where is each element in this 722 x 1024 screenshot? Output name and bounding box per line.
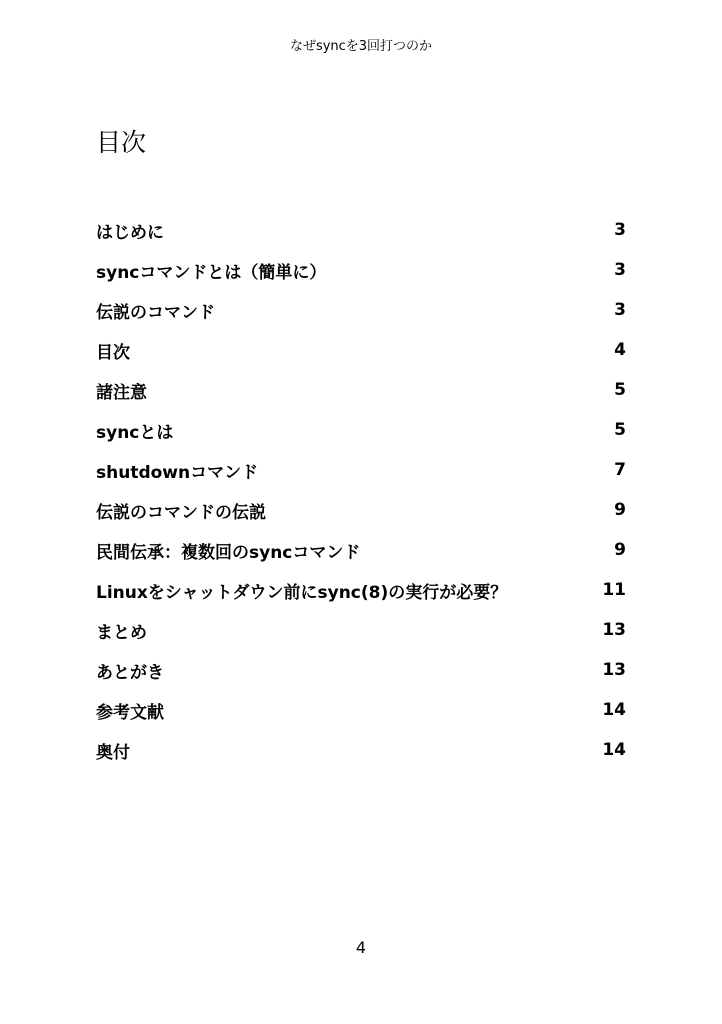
toc-entry-label: 伝説のコマンドの伝説 — [96, 502, 266, 523]
toc-entry[interactable] — [96, 450, 626, 490]
toc-entry[interactable] — [96, 370, 626, 410]
running-header: なぜsyncを3回打つのか — [289, 39, 433, 54]
page-number: 4 — [355, 938, 367, 957]
toc-entry-label: 民間伝承：複数回のsyncコマンド — [96, 542, 361, 563]
toc-entry-label: まとめ — [96, 622, 147, 643]
toc-entry[interactable] — [96, 330, 626, 370]
toc-entry[interactable] — [96, 570, 626, 610]
toc-entry-page: 3 — [614, 260, 626, 280]
toc-entry[interactable] — [96, 210, 626, 250]
toc-entry-label: 参考文献 — [96, 702, 164, 723]
toc-entry[interactable] — [96, 730, 626, 770]
toc-entry-label: Linuxをシャットダウン前にsync(8)の実行が必要？ — [96, 582, 508, 603]
toc-entry-page: 3 — [614, 300, 626, 320]
toc-entry-page: 4 — [614, 340, 626, 360]
toc-entry[interactable] — [96, 690, 626, 730]
toc-entry-label: 目次 — [96, 342, 130, 363]
toc-entry-page: 5 — [614, 380, 626, 400]
toc-entry-page: 14 — [602, 700, 626, 720]
toc-entry-page: 7 — [614, 460, 626, 480]
toc-entry-page: 3 — [614, 220, 626, 240]
toc-entry-label: 奥付 — [96, 742, 130, 763]
toc-entry-page: 11 — [602, 580, 626, 600]
toc-entry[interactable] — [96, 290, 626, 330]
toc-entry-page: 13 — [602, 660, 626, 680]
toc-list — [96, 210, 626, 770]
toc-entry-page: 13 — [602, 620, 626, 640]
toc-entry-label: shutdownコマンド — [96, 462, 259, 483]
toc-entry[interactable] — [96, 250, 626, 290]
toc-entry-label: はじめに — [96, 222, 164, 243]
toc-entry-label: syncコマンドとは（簡単に） — [96, 262, 327, 283]
toc-entry[interactable] — [96, 530, 626, 570]
toc-entry[interactable] — [96, 490, 626, 530]
toc-entry-page: 5 — [614, 420, 626, 440]
toc-entry-label: 伝説のコマンド — [96, 302, 215, 323]
toc-entry-page: 9 — [614, 540, 626, 560]
toc-entry-label: 諸注意 — [96, 382, 147, 403]
toc-entry-label: あとがき — [96, 662, 164, 683]
toc-title: 目次 — [96, 128, 147, 157]
toc-entry-page: 9 — [614, 500, 626, 520]
toc-entry-label: syncとは — [96, 422, 174, 443]
toc-entry[interactable] — [96, 410, 626, 450]
toc-entry[interactable] — [96, 610, 626, 650]
toc-entry[interactable] — [96, 650, 626, 690]
toc-entry-page: 14 — [602, 740, 626, 760]
